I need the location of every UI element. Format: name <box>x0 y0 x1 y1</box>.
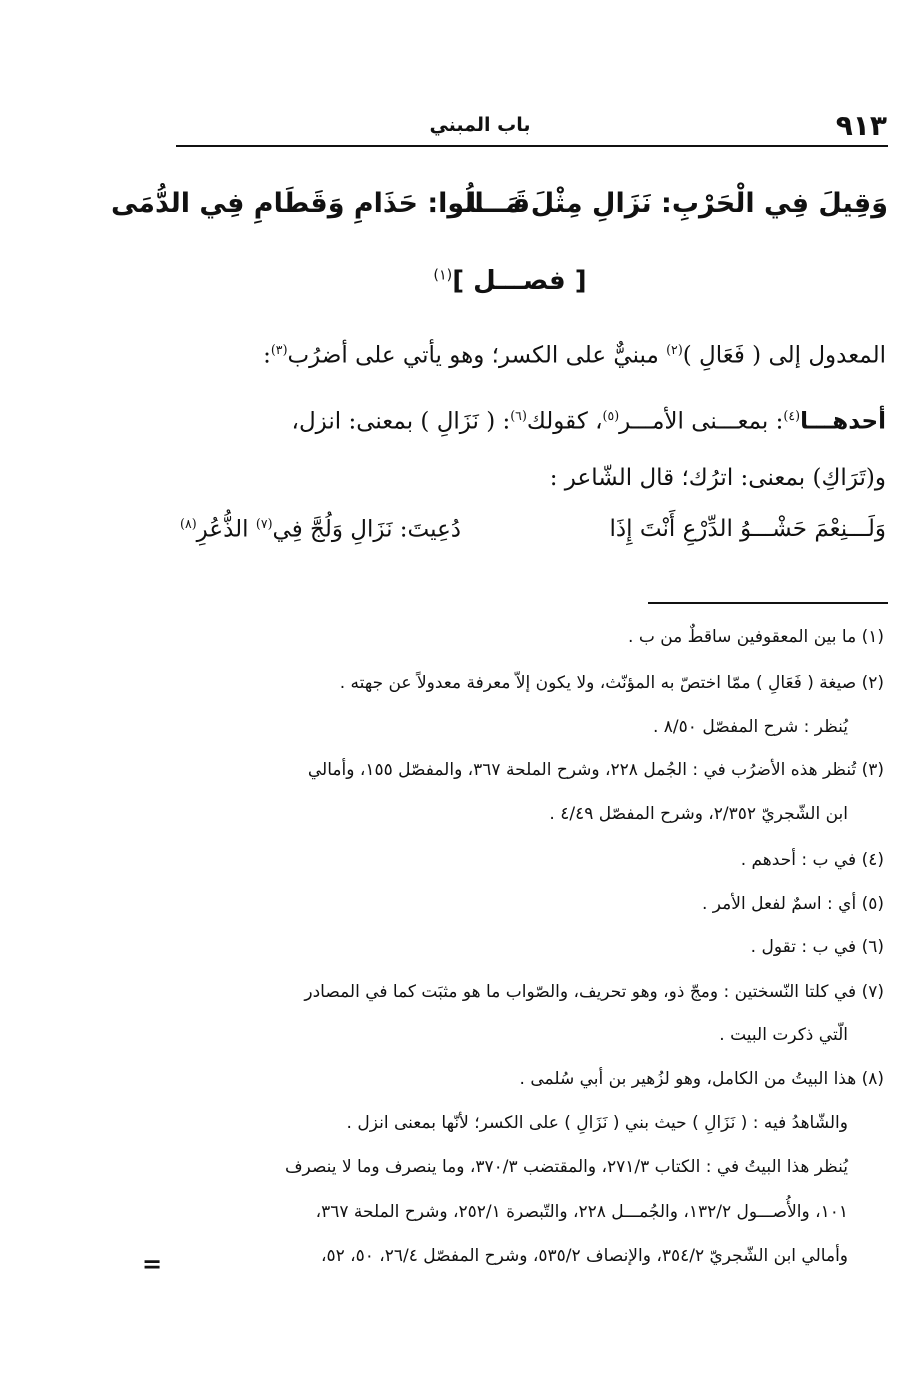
body-line-1 <box>166 342 886 369</box>
header-rule <box>176 145 888 147</box>
footnote-5: (٥) أي : اسمٌ لفعل الأمر . <box>701 894 884 914</box>
footnote-4: (٤) في ب : أحدهم . <box>740 850 884 870</box>
footnote-8-continuation: يُنظر هذا البيتُ في : الكتاب ٢٧١/٣، والمقتضب ٣٧٠/٣، وما ينصرف وما لا ينصرف <box>284 1157 848 1177</box>
section-heading <box>380 266 640 296</box>
footnote-ref: (٧) <box>255 516 273 531</box>
page-number: ٩١٣ <box>835 109 887 142</box>
body-text: المعدول إلى ( فَعَالِ ) <box>682 342 886 369</box>
verse-hemistich-2: قَـــالُوا: حَذَامِ وَقَطَامِ فِي الدُّمَى <box>110 188 530 219</box>
verse-hemistich-1: وَلَـــنِعْمَ حَشْـــوُ الدِّرْعِ أَنْتَ إِذَا <box>609 516 886 542</box>
footnote-2: (٢) صيغة ( فَعَالِ ) ممّا اختصّ به المؤنّث، ولا يكون إلاّ معرفة معدولاً عن جهته . <box>339 673 884 693</box>
body-line-3: و(تَرَاكِ) بمعنى: اترُك؛ قال الشّاعر : <box>549 465 886 491</box>
footnote-ref: (٥) <box>602 408 620 423</box>
footnote-2-continuation: يُنظر : شرح المفصّل ٨/٥٠ . <box>652 717 848 737</box>
section-heading-text: [ فصـــل ] <box>452 266 587 296</box>
footnote-ref: (٢) <box>666 342 683 357</box>
body-line-2 <box>174 408 886 435</box>
footnote-1: (١) ما بين المعقوفين ساقطٌ من ب . <box>628 627 884 647</box>
footnote-rule <box>648 602 888 604</box>
footnote-7-continuation: الّتي ذكرت البيت . <box>719 1025 848 1045</box>
footnote-3: (٣) تُنظر هذه الأضرُب في : الجُمل ٢٢٨، وشرح الملحة ٣٦٧، والمفصّل ١٥٥، وأمالي <box>307 760 884 780</box>
footnote-ref: (١) <box>433 267 453 284</box>
verse-text: دُعِيتَ: نَزَالِ وَلُجَّ فِي <box>272 516 462 543</box>
running-head: باب المبني <box>429 114 531 136</box>
body-text: مبنيٌّ على الكسر؛ وهو يأتي على أضرُب <box>287 342 667 369</box>
verse-hemistich-1: وَقِيلَ فِي الْحَرْبِ: نَزَالِ مِثْلَ مَـــا <box>466 188 888 219</box>
footnote-3-continuation: ابن الشّجريّ ٢/٣٥٢، وشرح المفصّل ٤/٤٩ . <box>549 804 848 824</box>
footnote-ref: (٣) <box>270 342 288 357</box>
footnote-8: (٨) هذا البيتُ من الكامل، وهو لزُهير بن أبي سُلمى . <box>519 1069 884 1089</box>
verse-hemistich-2 <box>180 516 510 543</box>
footnote-ref: (٦) <box>510 408 527 423</box>
continuation-mark: = <box>142 1250 163 1278</box>
body-text: : بمعـــنى الأمـــر <box>619 408 784 435</box>
body-text: ، كقولك <box>526 408 603 435</box>
footnote-6: (٦) في ب : تقول . <box>750 937 884 957</box>
footnote-ref: (٨) <box>180 516 197 531</box>
footnote-8-continuation: وأمالي ابن الشّجريّ ٣٥٤/٢، والإنصاف ٥٣٥/٢، وشرح المفصّل ٢٦/٤، ٥٠، ٥٢، <box>320 1246 848 1266</box>
body-bold-text: أحدهـــا <box>800 408 886 435</box>
footnote-8-continuation: والشّاهدُ فيه : ( نَزَالِ ) حيث بني ( نَزَالِ ) على الكسر؛ لأنّها بمعنى انزل . <box>346 1113 848 1133</box>
footnote-8-continuation: ١٠١، والأُصـــول ١٣٢/٢، والجُمـــل ٢٢٨، والتّبصرة ٢٥٢/١، وشرح الملحة ٣٦٧، <box>315 1202 848 1222</box>
body-text: : ( نَزَالِ ) بمعنى: انزل، <box>291 408 511 435</box>
verse-text: الذُّعُرِ <box>196 516 256 543</box>
footnote-7: (٧) في كلتا النّسختين : ومجّ ذو، وهو تحريف، والصّواب ما هو مثبَت كما في المصادر <box>304 982 884 1002</box>
footnote-ref: (٤) <box>783 408 801 423</box>
body-text: : <box>263 342 271 369</box>
